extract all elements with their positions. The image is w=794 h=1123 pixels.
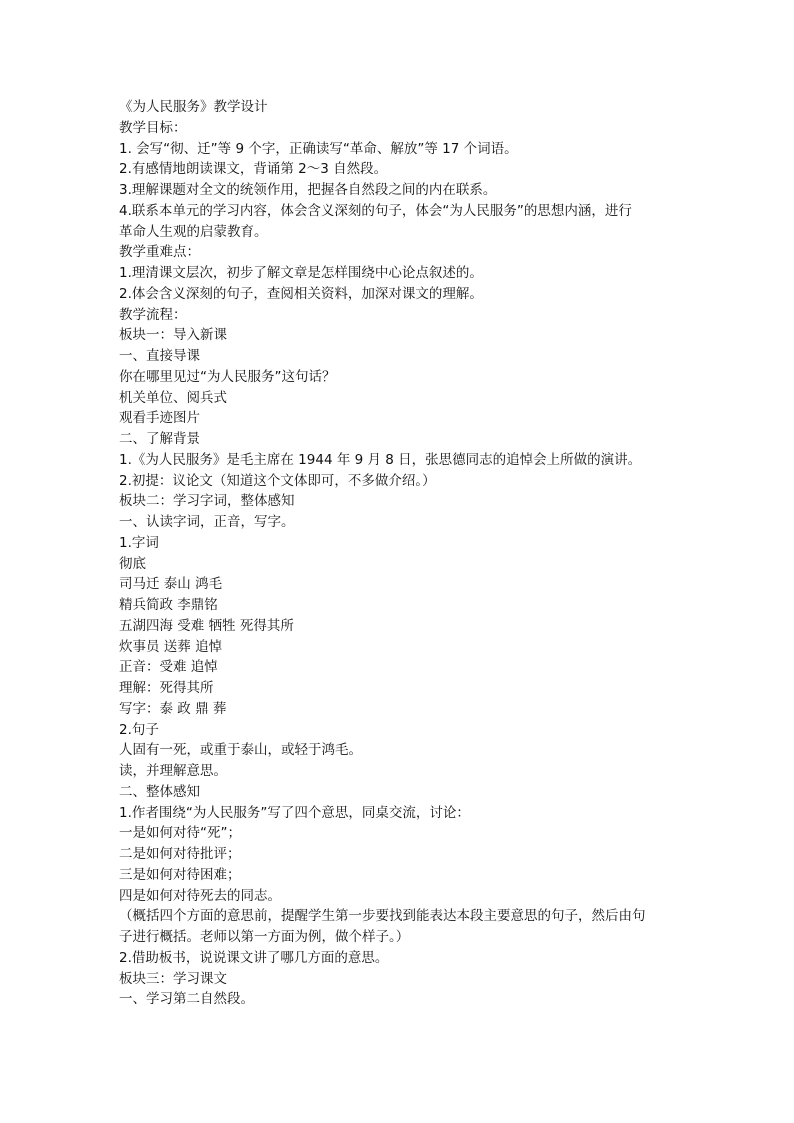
text-line: 1.字词 xyxy=(119,534,159,551)
text-line: 2.初提：议论文（知道这个文体即可，不多做介绍。） xyxy=(119,472,436,489)
text-line: 2.借助板书，说说课文讲了哪几方面的意思。 xyxy=(119,949,389,966)
goal-item-3: 3.理解课题对全文的统领作用，把握各自然段之间的内在联系。 xyxy=(119,182,497,198)
vocab-line: 彻底 xyxy=(119,555,146,572)
block-two-heading: 板块二：学习字词，整体感知 xyxy=(119,493,295,510)
goal-item-2: 2.有感情地朗读课文，背诵第 2～3 自然段。 xyxy=(119,161,388,178)
vocab-line: 司马迁 泰山 鸿毛 xyxy=(119,576,223,593)
section-heading-key-points: 教学重难点： xyxy=(119,244,200,261)
text-line: 1.《为人民服务》是毛主席在 1944 年 9 月 8 日，张思德同志的追悼会上所做的演讲。 xyxy=(119,451,642,468)
block-one-heading: 板块一：导入新课 xyxy=(119,327,227,344)
vocab-line: 精兵简政 李鼎铭 xyxy=(119,597,218,613)
text-line: 1.作者围绕“为人民服务”写了四个意思，同桌交流，讨论： xyxy=(119,804,470,821)
goal-item-4: 4.联系本单元的学习内容，体会含义深刻的句子，体会“为人民服务”的思想内涵，进行 xyxy=(119,202,632,219)
text-line: 一、学习第二自然段。 xyxy=(119,991,254,1008)
goal-item-4-continued: 革命人生观的启蒙教育。 xyxy=(119,223,268,240)
text-line: 二是如何对待批评； xyxy=(119,846,241,862)
text-line: 一、认读字词，正音，写字。 xyxy=(119,514,295,530)
text-line: 四是如何对待死去的同志。 xyxy=(119,887,281,904)
key-point-2: 2.体会含义深刻的句子，查阅相关资料，加深对课文的理解。 xyxy=(119,285,483,302)
text-line: 理解：死得其所 xyxy=(119,680,214,696)
text-line: 你在哪里见过“为人民服务”这句话？ xyxy=(119,368,336,385)
section-heading-process: 教学流程： xyxy=(119,306,187,323)
text-line: 人固有一死，或重于泰山，或轻于鸿毛。 xyxy=(119,742,362,759)
text-line: 正音：受难 追悼 xyxy=(119,659,218,676)
text-line: 三是如何对待困难； xyxy=(119,866,241,883)
text-line: 一、直接导课 xyxy=(119,348,200,364)
text-line: 2.句子 xyxy=(119,721,159,738)
text-line: （概括四个方面的意思前，提醒学生第一步要找到能表达本段主要意思的句子，然后由句 xyxy=(119,908,646,925)
key-point-1: 1.理清课文层次，初步了解文章是怎样围绕中心论点叙述的。 xyxy=(119,265,483,281)
text-line: 二、整体感知 xyxy=(119,783,200,800)
block-three-heading: 板块三：学习课文 xyxy=(119,970,227,987)
text-line: 观看手迹图片 xyxy=(119,410,200,427)
text-line: 二、了解背景 xyxy=(119,431,200,447)
text-line: 一是如何对待“死”； xyxy=(119,825,241,842)
text-line: 子进行概括。老师以第一方面为例，做个样子。） xyxy=(119,929,410,945)
text-line: 机关单位、阅兵式 xyxy=(119,389,227,406)
vocab-line: 炊事员 送葬 追悼 xyxy=(119,638,223,655)
text-line: 写字：泰 政 鼎 葬 xyxy=(119,700,227,717)
section-heading-goals: 教学目标： xyxy=(119,119,187,136)
goal-item-1: 1. 会写“彻、迁”等 9 个字，正确读写“革命、解放”等 17 个词语。 xyxy=(119,140,518,157)
vocab-line: 五湖四海 受难 牺牲 死得其所 xyxy=(119,617,294,634)
document-title: 《为人民服务》教学设计 xyxy=(119,99,268,115)
document-body xyxy=(119,97,679,1010)
text-line: 读，并理解意思。 xyxy=(119,763,227,779)
